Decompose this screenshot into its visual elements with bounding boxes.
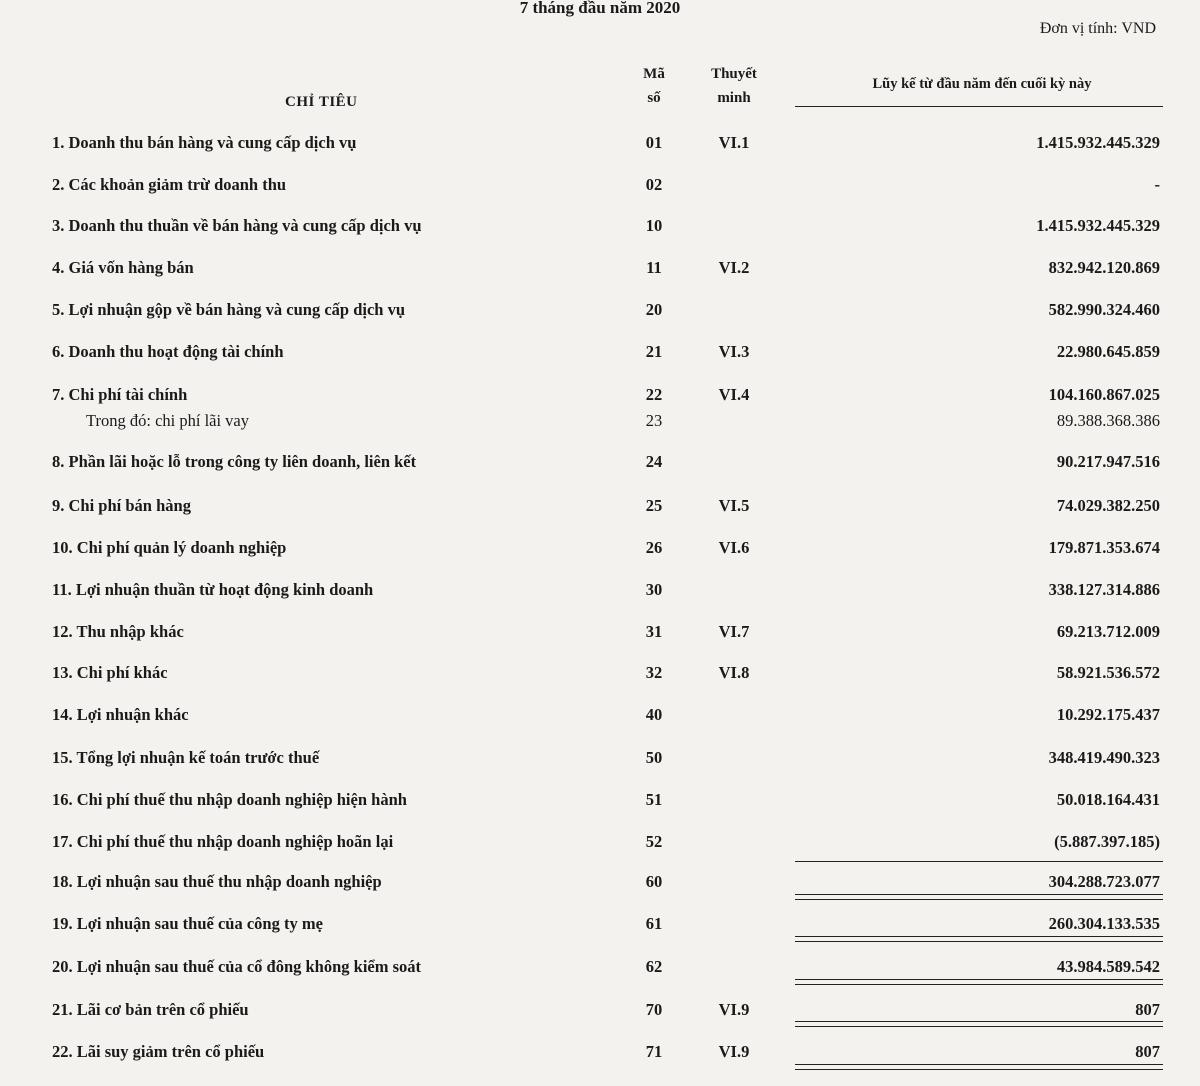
row-code: 01: [645, 133, 663, 152]
column-header-maso-line1: Mã: [643, 66, 665, 82]
row-code: 50: [645, 748, 663, 767]
row-note: VI.3: [718, 342, 750, 361]
row-value: (5.887.397.185): [1054, 832, 1160, 851]
row-value: 89.388.368.386: [1056, 411, 1160, 430]
row-value: 582.990.324.460: [1048, 300, 1160, 319]
row-note: VI.6: [718, 538, 750, 557]
row-code: 40: [645, 705, 663, 724]
table-row: [0, 133, 1200, 159]
row-note: VI.9: [718, 1000, 750, 1019]
row-label: 21. Lãi cơ bản trên cổ phiếu: [52, 1000, 249, 1019]
table-row: [0, 452, 1200, 478]
row-label: 2. Các khoản giảm trừ doanh thu: [52, 175, 287, 194]
row-label: 7. Chi phí tài chính: [52, 385, 188, 404]
row-value: 90.217.947.516: [1056, 452, 1160, 471]
row-label: 22. Lãi suy giảm trên cổ phiếu: [52, 1042, 265, 1061]
row-code: 61: [645, 914, 663, 933]
row-value: -: [1154, 175, 1160, 194]
table-row: [0, 748, 1200, 774]
total-double-underline: [795, 936, 1163, 942]
row-code: 60: [645, 872, 663, 891]
row-code: 21: [645, 342, 663, 361]
row-note: VI.1: [718, 133, 750, 152]
table-row: [0, 538, 1200, 564]
column-header-thuyetminh: [696, 62, 772, 110]
column-header-chitieu: CHỈ TIÊU: [285, 94, 358, 110]
row-code: 24: [645, 452, 663, 471]
row-label: 10. Chi phí quản lý doanh nghiệp: [52, 538, 287, 557]
row-label: 3. Doanh thu thuần về bán hàng và cung cấp dịch vụ: [52, 216, 422, 235]
row-value: 22.980.645.859: [1056, 342, 1160, 361]
row-value: 807: [1135, 1000, 1160, 1019]
row-value: 74.029.382.250: [1056, 496, 1160, 515]
table-row: [0, 705, 1200, 731]
row-code: 26: [645, 538, 663, 557]
table-row: [0, 663, 1200, 689]
table-row: [0, 411, 1200, 437]
row-value: 69.213.712.009: [1056, 622, 1160, 641]
row-code: 02: [645, 175, 663, 194]
row-label: Trong đó: chi phí lãi vay: [86, 411, 250, 430]
column-header-thuyetminh-line2: minh: [717, 90, 751, 106]
row-note: VI.2: [718, 258, 750, 277]
row-value: 304.288.723.077: [1048, 872, 1160, 891]
total-double-underline: [795, 979, 1163, 985]
column-header-thuyetminh-line1: Thuyết: [711, 66, 757, 82]
table-row: [0, 580, 1200, 606]
row-value: 338.127.314.886: [1048, 580, 1160, 599]
table-row: [0, 216, 1200, 242]
row-label: 18. Lợi nhuận sau thuế thu nhập doanh nghiệp: [52, 872, 382, 891]
table-row: [0, 258, 1200, 284]
table-row: [0, 496, 1200, 522]
row-value: 50.018.164.431: [1056, 790, 1160, 809]
row-note: VI.8: [718, 663, 750, 682]
row-code: 32: [645, 663, 663, 682]
row-value: 807: [1135, 1042, 1160, 1061]
row-label: 12. Thu nhập khác: [52, 622, 184, 641]
row-code: 51: [645, 790, 663, 809]
row-code: 52: [645, 832, 663, 851]
row-code: 31: [645, 622, 663, 641]
table-row: [0, 622, 1200, 648]
column-header-maso-line2: số: [647, 90, 661, 106]
row-value: 348.419.490.323: [1048, 748, 1160, 767]
row-value: 10.292.175.437: [1056, 705, 1160, 724]
row-label: 11. Lợi nhuận thuần từ hoạt động kinh doanh: [52, 580, 374, 599]
row-note: VI.4: [718, 385, 750, 404]
row-label: 20. Lợi nhuận sau thuế của cổ đông không kiểm soát: [52, 957, 422, 976]
table-row: [0, 832, 1200, 858]
row-label: 16. Chi phí thuế thu nhập doanh nghiệp hiện hành: [52, 790, 407, 809]
header-underline: [795, 106, 1163, 107]
row-value: 1.415.932.445.329: [1036, 216, 1160, 235]
row-value: 43.984.589.542: [1056, 957, 1160, 976]
row-label: 19. Lợi nhuận sau thuế của công ty mẹ: [52, 914, 323, 933]
table-row: [0, 342, 1200, 368]
row-value: 260.304.133.535: [1048, 914, 1160, 933]
row-label: 4. Giá vốn hàng bán: [52, 258, 194, 277]
row-value: 58.921.536.572: [1056, 663, 1160, 682]
currency-unit: Đơn vị tính: VND: [1039, 20, 1156, 37]
table-row: [0, 790, 1200, 816]
row-label: 1. Doanh thu bán hàng và cung cấp dịch vụ: [52, 133, 357, 152]
column-header-luyke: Lũy kế từ đầu năm đến cuối kỳ này: [872, 76, 1092, 92]
row-label: 5. Lợi nhuận gộp về bán hàng và cung cấp dịch vụ: [52, 300, 406, 319]
row-label: 9. Chi phí bán hàng: [52, 496, 191, 515]
row-label: 6. Doanh thu hoạt động tài chính: [52, 342, 284, 361]
subtotal-underline: [795, 861, 1163, 862]
row-code: 71: [645, 1042, 663, 1061]
row-note: VI.9: [718, 1042, 750, 1061]
row-label: 17. Chi phí thuế thu nhập doanh nghiệp hoãn lại: [52, 832, 394, 851]
table-row: [0, 385, 1200, 411]
total-double-underline: [795, 1021, 1163, 1027]
row-code: 70: [645, 1000, 663, 1019]
row-code: 30: [645, 580, 663, 599]
row-value: 104.160.867.025: [1048, 385, 1160, 404]
row-code: 23: [645, 411, 663, 430]
row-value: 832.942.120.869: [1048, 258, 1160, 277]
row-code: 25: [645, 496, 663, 515]
row-value: 1.415.932.445.329: [1036, 133, 1160, 152]
row-label: 13. Chi phí khác: [52, 663, 168, 682]
table-row: [0, 175, 1200, 201]
row-label: 14. Lợi nhuận khác: [52, 705, 189, 724]
total-double-underline: [795, 894, 1163, 900]
table-row: [0, 300, 1200, 326]
column-header-maso: [632, 62, 676, 110]
row-code: 20: [645, 300, 663, 319]
row-code: 62: [645, 957, 663, 976]
row-label: 8. Phần lãi hoặc lỗ trong công ty liên doanh, liên kết: [52, 452, 417, 471]
total-double-underline: [795, 1064, 1163, 1070]
row-code: 10: [645, 216, 663, 235]
report-period-title: 7 tháng đầu năm 2020: [519, 0, 681, 17]
row-label: 15. Tổng lợi nhuận kế toán trước thuế: [52, 748, 320, 767]
row-value: 179.871.353.674: [1048, 538, 1160, 557]
row-code: 22: [645, 385, 663, 404]
row-note: VI.7: [718, 622, 750, 641]
row-code: 11: [646, 258, 662, 277]
row-note: VI.5: [718, 496, 750, 515]
